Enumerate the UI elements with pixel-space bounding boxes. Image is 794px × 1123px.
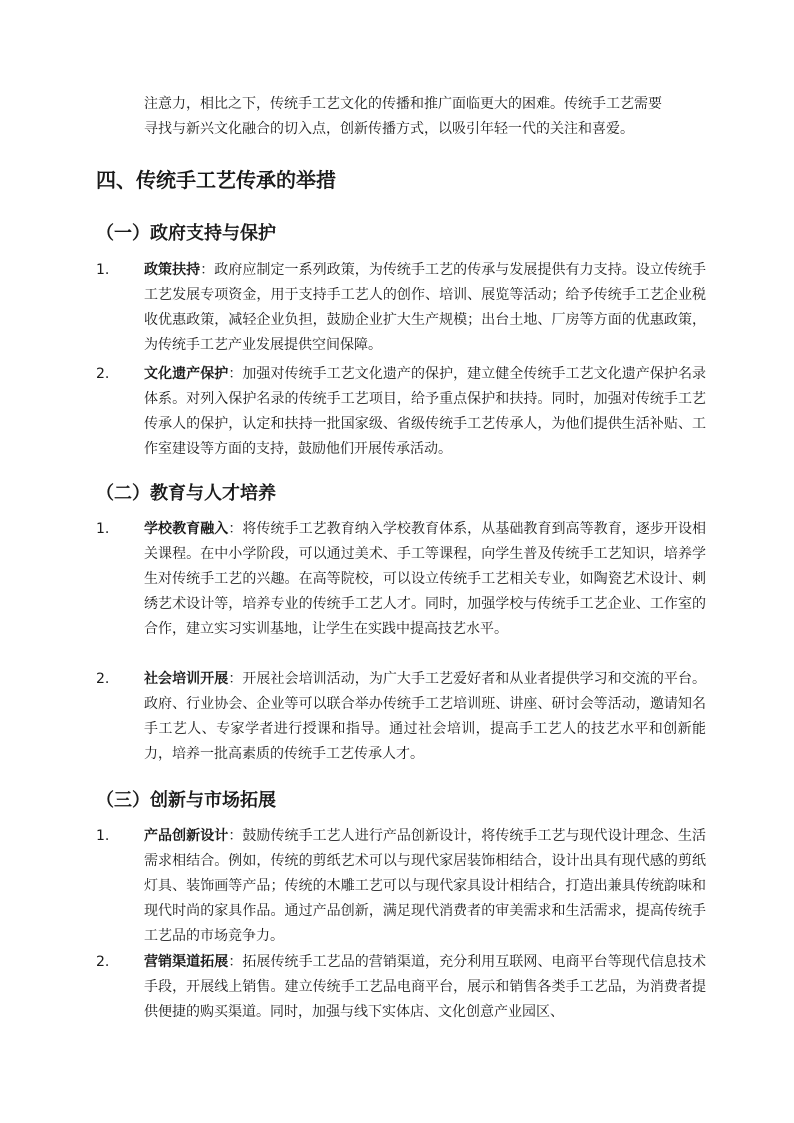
item-text: ：政府应制定一系列政策，为传统手工艺的传承与发展提供有力支持。设立传统手工艺发展专项资金，用于支持手工艺人的创作、培训、展览等活动；给予传统手工艺企业税收优惠政策，减轻企业负担，鼓励企业扩大生产规模；出台土地、厂房等方面的优惠政策，为传统手工艺产业发展提供空间保障。: [144, 262, 707, 353]
item-label: 产品创新设计: [144, 828, 229, 844]
list-item: [96, 824, 706, 949]
subsection-heading-2: （二）教育与人才培养: [96, 483, 276, 504]
list-item: [96, 667, 706, 767]
list-number: 2.: [96, 671, 110, 687]
item-text: ：拓展传统手工艺品的营销渠道，充分利用互联网、电商平台等现代信息技术手段，开展线上销售。建立传统手工艺品电商平台，展示和销售各类手工艺品，为消费者提供便捷的购买渠道。同时，加强与线下实体店、文化创意产业园区、: [144, 954, 707, 1020]
intro-paragraph: [144, 92, 704, 142]
list-item: [96, 517, 706, 642]
item-label: 学校教育融入: [144, 521, 229, 537]
section-heading: 四、传统手工艺传承的举措: [96, 168, 336, 192]
item-text: ：鼓励传统手工艺人进行产品创新设计，将传统手工艺与现代设计理念、生活需求相结合。例如，传统的剪纸艺术可以与现代家居装饰相结合，设计出具有现代感的剪纸灯具、装饰画等产品；传统的木雕工艺可以与现代家具设计相结合，打造出兼具传统韵味和现代时尚的家具作品。通过产品创新，满足现代消费者的审美需求和生活需求，提高传统手工艺品的市场竞争力。: [144, 828, 707, 944]
item-label: 文化遗产保护: [144, 366, 229, 382]
list-number: 1.: [96, 262, 110, 278]
list-number: 1.: [96, 828, 110, 844]
item-text: ：将传统手工艺教育纳入学校教育体系，从基础教育到高等教育，逐步开设相关课程。在中小学阶段，可以通过美术、手工等课程，向学生普及传统手工艺知识，培养学生对传统手工艺的兴趣。在高等院校，可以设立传统手工艺相关专业，如陶瓷艺术设计、刺绣艺术设计等，培养专业的传统手工艺人才。同时，加强学校与传统手工艺企业、工作室的合作，建立实习实训基地，让学生在实践中提高技艺水平。: [144, 521, 707, 637]
list-item: [96, 258, 706, 358]
list-item: [96, 362, 706, 462]
item-label: 社会培训开展: [144, 671, 229, 687]
item-label: 营销渠道拓展: [144, 954, 229, 970]
item-text: ：加强对传统手工艺文化遗产的保护，建立健全传统手工艺文化遗产保护名录体系。对列入保护名录的传统手工艺项目，给予重点保护和扶持。同时，加强对传统手工艺传承人的保护，认定和扶持一批国家级、省级传统手工艺传承人，为他们提供生活补贴、工作室建设等方面的支持，鼓励他们开展传承活动。: [144, 366, 707, 457]
list-number: 1.: [96, 521, 110, 537]
item-label: 政策扶持: [144, 262, 201, 278]
item-text: ：开展社会培训活动，为广大手工艺爱好者和从业者提供学习和交流的平台。政府、行业协会、企业等可以联合举办传统手工艺培训班、讲座、研讨会等活动，邀请知名手工艺人、专家学者进行授课和指导。通过社会培训，提高手工艺人的技艺水平和创新能力，培养一批高素质的传统手工艺传承人才。: [144, 671, 707, 762]
list-number: 2.: [96, 954, 110, 970]
intro-line-1: 注意力，相比之下，传统手工艺文化的传播和推广面临更大的困难。传统手工艺需要: [144, 96, 662, 112]
subsection-heading-1: （一）政府支持与保护: [96, 223, 276, 244]
subsection-heading-3: （三）创新与市场拓展: [96, 790, 276, 811]
list-number: 2.: [96, 366, 110, 382]
list-item: [96, 950, 706, 1025]
intro-line-2: 寻找与新兴文化融合的切入点，创新传播方式，以吸引年轻一代的关注和喜爱。: [144, 121, 634, 137]
